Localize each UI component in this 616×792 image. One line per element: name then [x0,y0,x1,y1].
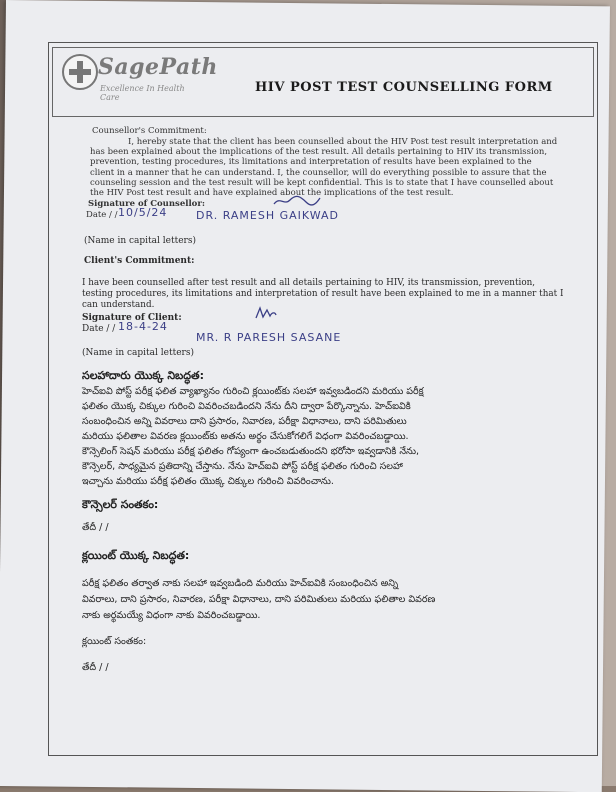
counsellor-date-label: Date / / [86,210,118,220]
client-date-handwritten: 18-4-24 [118,320,168,333]
counsellor-line-5: counseling session and the test result will be kept confidential. This is to state that I have counselled about [90,178,554,188]
client-heading: Client's Commitment: [84,256,195,266]
telugu-counsellor-line-6: కౌన్సెలర్, సాధ్యమైన ప్రతిదాన్ని చేస్తాను. నేను హెచ్ఐవి పోస్ట్ పరీక్ష ఫలితం గురించి సలహా [82,461,403,472]
telugu-date-label: తేదీ / / [82,522,109,533]
client-line-1: I have been counselled after test result and all details pertaining to HIV, its transmission, prevention, [82,278,536,288]
telugu-counsellor-line-3: సంబంధించిన అన్ని వివరాలు దాని ప్రసారం, నివారణ, పరీక్షా విధానాలు, దాని పరిమితులు [82,416,407,427]
medical-cross-icon [62,54,98,90]
logo-brand: SagePath [98,54,218,80]
telugu-client-line-3: నాకు అర్థమయ్యే విధంగా నాకు వివరించబడ్డాయి. [82,610,261,621]
telugu-client-line-1: పరీక్ష ఫలితం తర్వాత నాకు సలహా ఇవ్వబడింది మరియు హెచ్ఐవికి సంబంధించిన అన్ని [82,578,399,589]
client-name-handwritten: MR. R PARESH SASANE [196,331,342,344]
form-title: HIV POST TEST COUNSELLING FORM [255,80,553,95]
telugu-counsellor-line-2: ఫలితం యొక్క చిక్కుల గురించి వివరించబడిందని నేను దీని ద్వారా పేర్కొన్నాను. హెచ్ఐవికి [82,401,411,412]
client-signature [254,306,278,320]
telugu-counsellor-line-4: మరియు ఫలితాల వివరణ క్లయింట్‌కు అతను అర్థం చేసుకోగలిగే విధంగా వివరించబడ్డాయి. [82,431,409,442]
telugu-client-heading: క్లయింట్ యొక్క నిబద్ధత: [82,549,190,562]
client-line-3: can understand. [82,300,155,310]
telugu-counsellor-line-5: కౌన్సెలింగ్ సెషన్ మరియు పరీక్ష ఫలితం గోప్యంగా ఉంచబడుతుందని భరోసా ఇవ్వడానికి నేను, [82,446,420,457]
client-date-label: Date / / [82,324,116,334]
counsellor-signature-label: Signature of Counsellor: [88,199,205,209]
logo-tagline: Excellence In Health Care [100,84,185,102]
counsellor-name-handwritten: DR. RAMESH GAIKWAD [196,209,340,222]
client-signature-label: Signature of Client: [82,313,182,323]
telugu-counsellor-line-7: ఇచ్చాను మరియు పరీక్ష ఫలితం యొక్క చిక్కుల గురించి వివరించాను. [82,476,334,487]
counsellor-date-handwritten: 10/5/24 [118,206,168,219]
counsellor-line-3: prevention, testing procedures, its limitations and interpretation of results have been explained to the [90,157,532,167]
telugu-counsellor-line-1: హెచ్ఐవి పోస్ట్ పరీక్ష ఫలిత వ్యాఖ్యానం గురించి క్లయింట్‌కు సలహా ఇవ్వబడిందని మరియు పరీక్ష [82,386,424,397]
counsellor-line-6: the HIV Post test result and have explained about the implications of the test result. [90,188,454,198]
telugu-counsellor-heading: సలహాదారు యొక్క నిబద్ధత: [82,369,205,382]
sagepath-logo [62,52,218,102]
telugu-client-date-label: తేదీ / / [82,662,109,673]
counsellor-line-2: has been explained about the implications of the test result. All details pertaining to HIV its transmission, [90,147,548,157]
telugu-counsellor-signature: కౌన్సెలర్ సంతకం: [82,498,159,511]
client-line-2: testing procedures, its limitations and interpretation of result have been explained to me in a manner that I [82,289,564,299]
counsellor-line-1: I, hereby state that the client has been counselled about the HIV Post test result interpretation and [128,137,558,147]
counsellor-line-4: client in a manner that he can understand. I, the counsellor, will do everything possible to assure that the [90,168,547,178]
telugu-client-signature: క్లయింట్ సంతకం: [82,636,147,647]
counsellor-signature [272,194,322,208]
telugu-client-line-2: వివరాలు, దాని ప్రసారం, నివారణ, పరీక్షా విధానాలు, దాని పరిమితులు మరియు ఫలితాల వివరణ [82,594,436,605]
counsellor-name-caption: (Name in capital letters) [84,236,196,246]
client-name-caption: (Name in capital letters) [82,348,194,358]
counsellor-heading: Counsellor's Commitment: [92,126,207,136]
